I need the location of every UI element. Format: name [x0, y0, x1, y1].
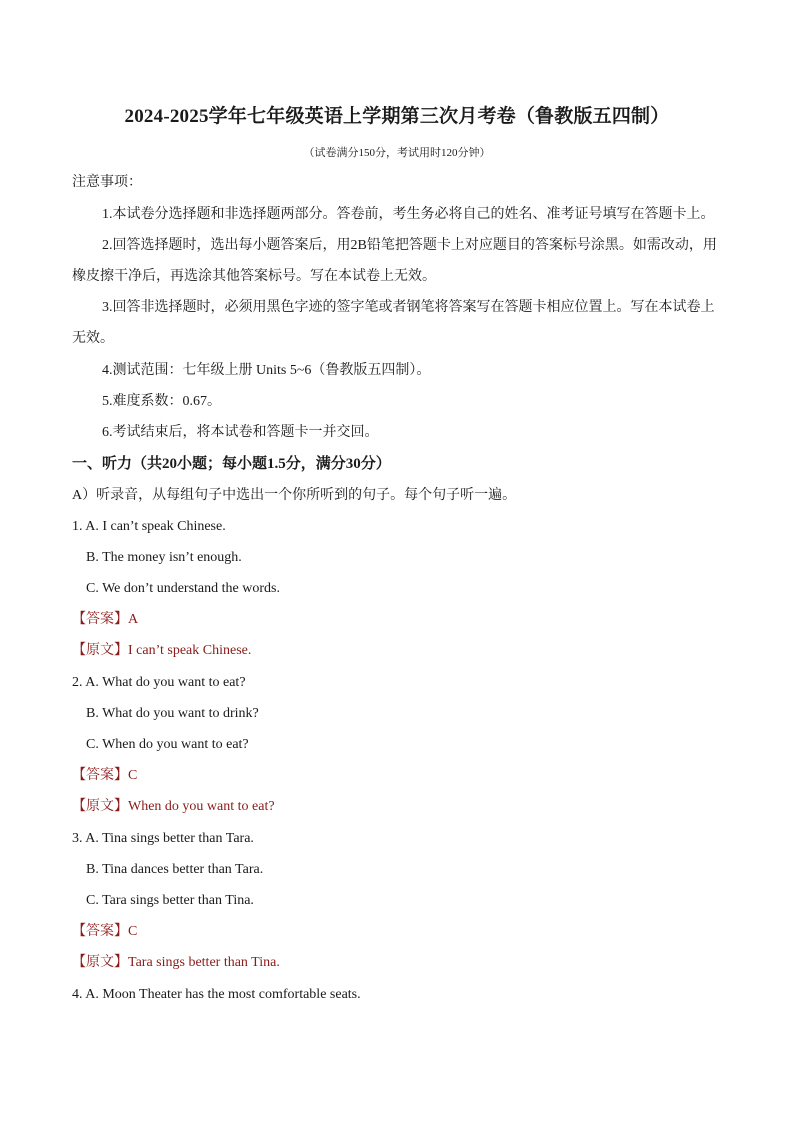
q1-answer: [72, 610, 138, 630]
transcript-text: When do you want to eat?: [128, 799, 275, 814]
q1-option-c: C. We don’t understand the words.: [86, 581, 280, 596]
notice-item-2-cont: 橡皮擦干净后，再选涂其他答案标号。写在本试卷上无效。: [72, 269, 436, 284]
answer-value: C: [128, 768, 138, 783]
q2-answer: [72, 766, 137, 786]
q2-option-c: C. When do you want to eat?: [86, 737, 249, 752]
q4-option-a: 4. A. Moon Theater has the most comfortable seats.: [72, 987, 361, 1002]
transcript-label: 【原文】: [72, 955, 128, 970]
q3-option-c: C. Tara sings better than Tina.: [86, 893, 254, 908]
q3-transcript: [72, 953, 280, 973]
answer-value: C: [128, 924, 138, 939]
transcript-text: I can’t speak Chinese.: [128, 643, 252, 658]
notice-item-1: 1.本试卷分选择题和非选择题两部分。答卷前，考生务必将自己的姓名、准考证号填写在答题卡上。: [102, 207, 715, 222]
notice-heading: 注意事项：: [72, 175, 142, 190]
answer-label: 【答案】: [72, 612, 128, 627]
transcript-label: 【原文】: [72, 643, 128, 658]
q3-answer: [72, 922, 137, 942]
page-title: 2024-2025学年七年级英语上学期第三次月考卷（鲁教版五四制）: [124, 106, 670, 127]
transcript-label: 【原文】: [72, 799, 128, 814]
transcript-text: Tara sings better than Tina.: [128, 955, 280, 970]
answer-label: 【答案】: [72, 768, 128, 783]
q2-option-a: 2. A. What do you want to eat?: [72, 675, 246, 690]
notice-item-3-cont: 无效。: [72, 331, 114, 346]
notice-item-3: 3.回答非选择题时，必须用黑色字迹的签字笔或者钢笔将答案写在答题卡相应位置上。写在本试卷上: [102, 300, 715, 315]
q1-transcript: [72, 641, 251, 661]
notice-item-6: 6.考试结束后，将本试卷和答题卡一并交回。: [102, 425, 379, 440]
notice-item-5: 5.难度系数：0.67。: [102, 394, 221, 409]
q3-option-b: B. Tina dances better than Tara.: [86, 862, 264, 877]
q3-option-a: 3. A. Tina sings better than Tara.: [72, 831, 254, 846]
section-heading: 一、听力（共20小题；每小题1.5分，满分30分）: [72, 456, 391, 472]
page-subtitle: （试卷满分150分，考试用时120分钟）: [303, 147, 491, 159]
q2-transcript: [72, 797, 275, 817]
notice-item-2: 2.回答选择题时，选出每小题答案后，用2B铅笔把答题卡上对应题目的答案标号涂黑。如需改动，用: [102, 238, 717, 253]
q1-option-b: B. The money isn’t enough.: [86, 550, 242, 565]
answer-label: 【答案】: [72, 924, 128, 939]
answer-value: A: [128, 612, 139, 627]
notice-item-4: 4.测试范围：七年级上册 Units 5~6（鲁教版五四制）。: [102, 363, 431, 378]
q1-option-a: 1. A. I can’t speak Chinese.: [72, 519, 226, 534]
section-instruction: A）听录音，从每组句子中选出一个你所听到的句子。每个句子听一遍。: [72, 488, 517, 503]
q2-option-b: B. What do you want to drink?: [86, 706, 259, 721]
